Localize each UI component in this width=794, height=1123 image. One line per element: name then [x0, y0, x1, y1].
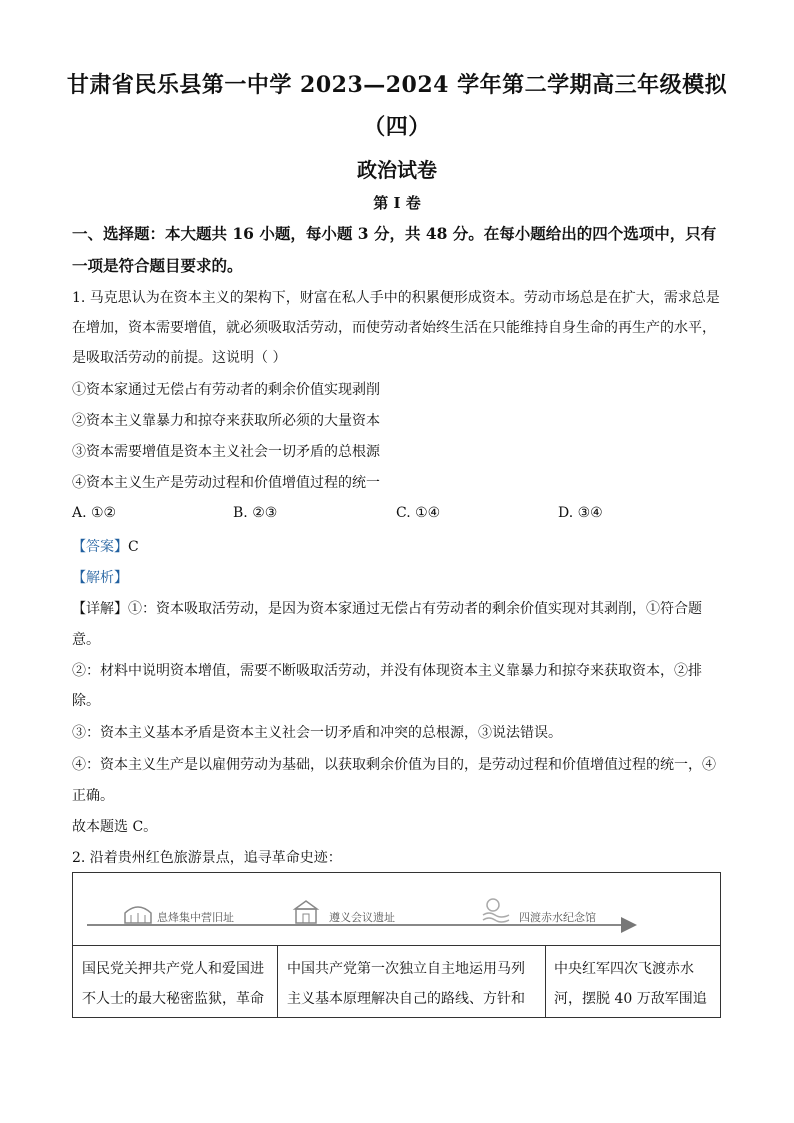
- q1-detail-line-8: 故本题选 C。: [72, 819, 158, 835]
- site-label-xifeng: 息烽集中营旧址: [157, 911, 234, 924]
- q1-analysis-tag: [72, 567, 724, 587]
- table-cell-2-line-2: 主义基本原理解决自己的路线、方针和: [287, 991, 525, 1007]
- answer-tag: 【答案】: [72, 539, 128, 555]
- exam-title: 甘肃省民乐县第一中学 2023—2024 学年第二学期高三年级模拟: [66, 72, 728, 98]
- table-cell-1-line-1: 国民党关押共产党人和爱国进: [82, 961, 264, 977]
- q1-detail-line-3: ②：材料中说明资本增值，需要不断吸取活劳动，并没有体现资本主义靠暴力和掠夺来获取资本，②排: [72, 663, 702, 679]
- q1-option-d: D. ③④: [558, 505, 603, 521]
- q1-detail-line-7: 正确。: [72, 788, 114, 804]
- site-label-zunyi: 遵义会议遗址: [329, 911, 395, 924]
- q1-answer: [72, 536, 724, 556]
- table-cell-2-line-1: 中国共产党第一次独立自主地运用马列: [287, 961, 525, 977]
- q1-statement-2: ②资本主义靠暴力和掠夺来获取所必须的大量资本: [72, 413, 380, 429]
- q1-statement-4: ④资本主义生产是劳动过程和价值增值过程的统一: [72, 475, 380, 491]
- q2-stem: 2. 沿着贵州红色旅游景点，追寻革命史迹：: [72, 850, 342, 866]
- column-divider: [545, 945, 546, 1017]
- q1-option-b: B. ②③: [233, 505, 278, 521]
- zunyi-meeting-icon: [291, 899, 321, 925]
- q1-option-a: A. ①②: [72, 505, 117, 521]
- volume-label: 第 I 卷: [373, 194, 421, 212]
- q1-detail-line-4: 除。: [72, 693, 100, 709]
- q1-detail-line-6: ④：资本主义生产是以雇佣劳动为基础，以获取剩余价值为目的，是劳动过程和价值增值过程的统一，④: [72, 757, 716, 773]
- section-instruction-line-1: 一、选择题：本大题共 16 小题，每小题 3 分，共 48 分。在每小题给出的四个选项中，只有: [72, 224, 717, 243]
- q2-table: [72, 872, 721, 1018]
- q1-stem-line-2: 在增加，资本需要增值，就必须吸取活劳动，而使劳动者始终生活在只能维持自身生命的再生产的水平，: [72, 320, 716, 336]
- q1-statement-1: ①资本家通过无偿占有劳动者的剩余价值实现剥削: [72, 382, 380, 398]
- column-divider: [277, 945, 278, 1017]
- site-label-chishui: 四渡赤水纪念馆: [519, 911, 596, 924]
- exam-subtitle: （四）: [363, 114, 431, 140]
- q1-detail-line-5: ③：资本主义基本矛盾是资本主义社会一切矛盾和冲突的总根源，③说法错误。: [72, 725, 562, 741]
- q1-stem-line-1: 1. 马克思认为在资本主义的架构下，财富在私人手中的积累便形成资本。劳动市场总是在扩大，需求总是: [72, 290, 720, 306]
- paper-title: 政治试卷: [357, 158, 437, 182]
- table-cell-1-line-2: 不人士的最大秘密监狱，革命: [82, 991, 264, 1007]
- q1-detail-line-1: 【详解】①：资本吸取活劳动，是因为资本家通过无偿占有劳动者的剩余价值实现对其剥削，①符合题: [72, 601, 702, 617]
- table-cell-3-line-2: 河，摆脱 40 万敌军围追: [554, 991, 707, 1007]
- xifeng-camp-icon: [123, 903, 153, 925]
- analysis-tag: 【解析】: [72, 570, 128, 586]
- section-instruction-line-2: 一项是符合题目要求的。: [72, 256, 243, 275]
- chishui-memorial-icon: [481, 895, 511, 925]
- q1-detail-line-2: 意。: [72, 632, 100, 648]
- red-tourism-route-banner: [73, 873, 720, 946]
- q1-option-c: C. ①④: [396, 505, 441, 521]
- q1-statement-3: ③资本需要增值是资本主义社会一切矛盾的总根源: [72, 444, 380, 460]
- table-cell-3-line-1: 中央红军四次飞渡赤水: [554, 961, 694, 977]
- q1-stem-line-3: 是吸取活劳动的前提。这说明（ ）: [72, 350, 287, 366]
- answer-value: C: [128, 539, 139, 555]
